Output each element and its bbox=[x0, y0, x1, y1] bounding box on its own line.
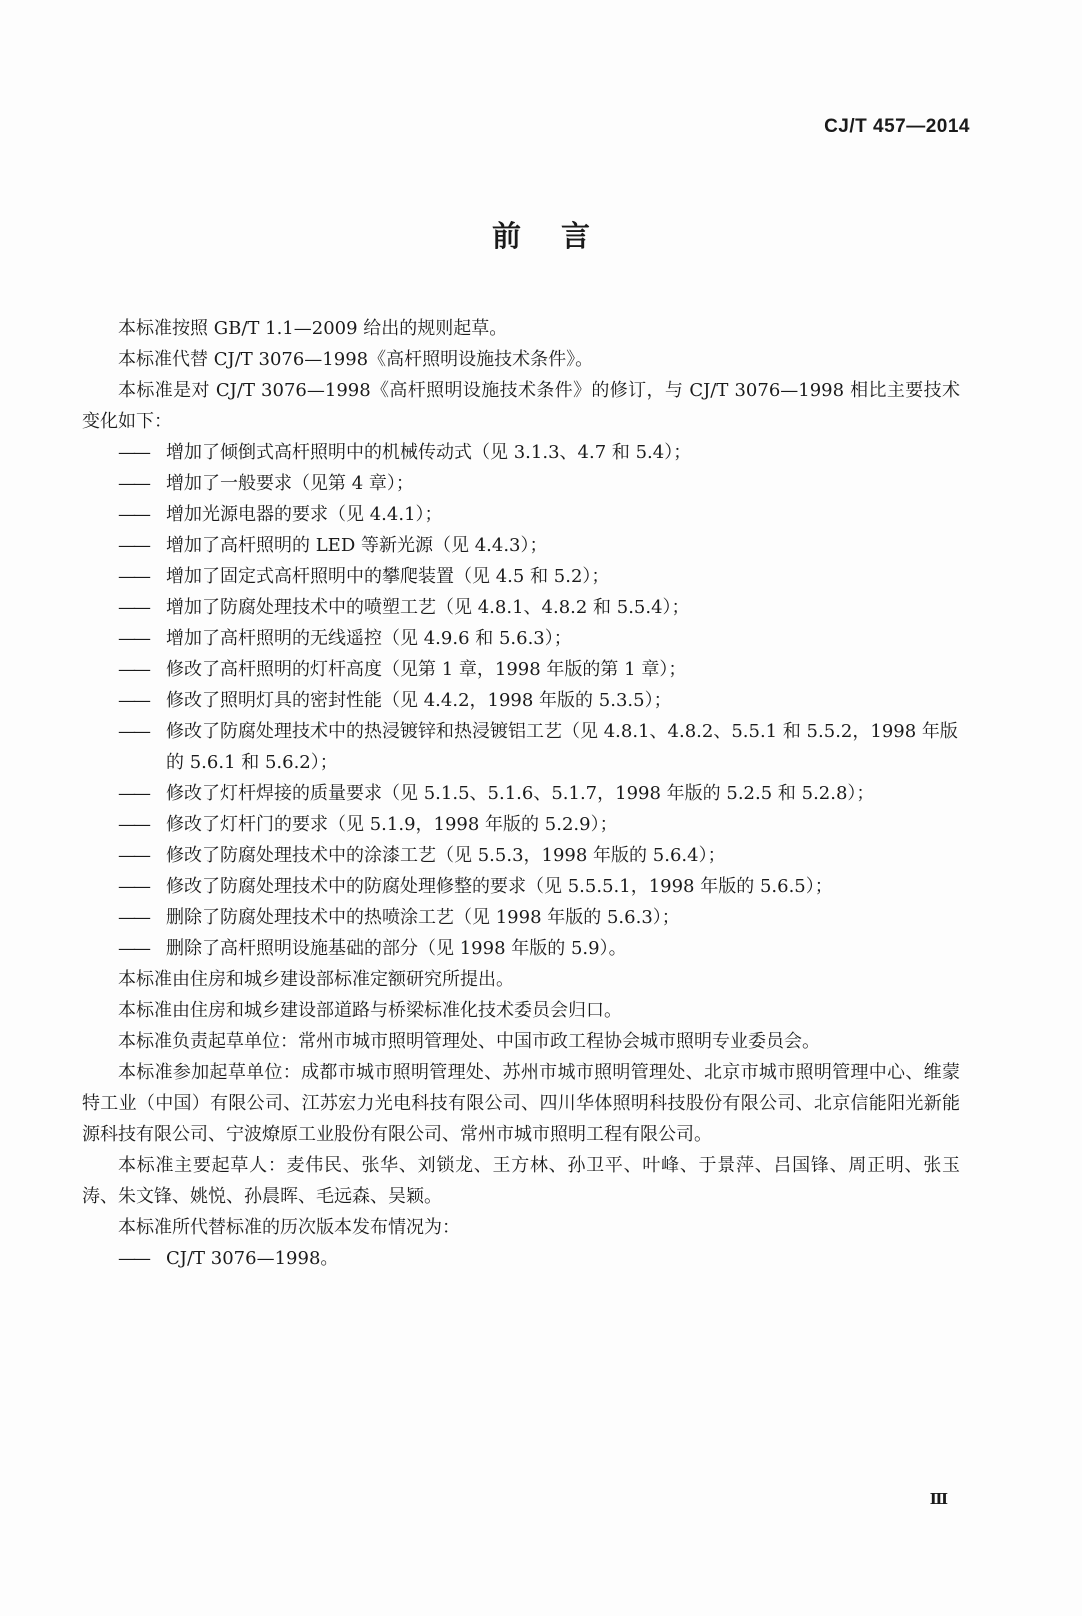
dash-marker: —— bbox=[118, 721, 148, 742]
change-list bbox=[82, 437, 960, 964]
dash-marker: —— bbox=[118, 907, 148, 928]
document-body bbox=[82, 313, 960, 1274]
list-item bbox=[82, 561, 960, 592]
list-item bbox=[82, 499, 960, 530]
standard-number: CJ/T 457—2014 bbox=[824, 116, 970, 137]
dash-marker: —— bbox=[118, 442, 148, 463]
list-item-continuation: 的 5.6.1 和 5.6.2）； bbox=[166, 752, 338, 773]
list-item bbox=[82, 654, 960, 685]
list-item-text: 增加了倾倒式高杆照明中的机械传动式（见 3.1.3、4.7 和 5.4）； bbox=[166, 442, 692, 463]
dash-marker: —— bbox=[118, 597, 148, 618]
list-item bbox=[82, 468, 960, 499]
list-item-text: 修改了灯杆焊接的质量要求（见 5.1.5、5.1.6、5.1.7，1998 年版的 5.2.5 和 5.2.8）； bbox=[166, 783, 875, 804]
list-item-text: 修改了照明灯具的密封性能（见 4.4.2，1998 年版的 5.3.5）； bbox=[166, 690, 672, 711]
dash-marker: —— bbox=[118, 504, 148, 525]
list-item bbox=[82, 840, 960, 871]
paragraph: 本标准代替 CJ/T 3076—1998《高杆照明设施技术条件》。 bbox=[118, 349, 594, 370]
page-number: Ⅲ bbox=[929, 1490, 948, 1508]
list-item bbox=[82, 809, 960, 840]
list-item bbox=[82, 623, 960, 654]
page-title: 前言 bbox=[491, 219, 630, 253]
list-item bbox=[82, 778, 960, 809]
paragraph: 本标准负责起草单位：常州市城市照明管理处、中国市政工程协会城市照明专业委员会。 bbox=[118, 1031, 820, 1052]
list-item-text: 删除了防腐处理技术中的热喷涂工艺（见 1998 年版的 5.6.3）； bbox=[166, 907, 680, 928]
list-item-text: 修改了防腐处理技术中的热浸镀锌和热浸镀铝工艺（见 4.8.1、4.8.2、5.5.1 和 5.5.2，1998 年版 bbox=[166, 721, 958, 742]
paragraph: 本标准主要起草人：麦伟民、张华、刘锁龙、王方林、孙卫平、叶峰、于景萍、吕国锋、周正明、张玉涛、朱文锋、姚悦、孙晨晖、毛远森、吴颖。 bbox=[82, 1155, 960, 1207]
list-item bbox=[82, 716, 960, 778]
list-item bbox=[82, 437, 960, 468]
list-item bbox=[82, 871, 960, 902]
paragraph: 本标准是对 CJ/T 3076—1998《高杆照明设施技术条件》的修订，与 CJ/T 3076—1998 相比主要技术变化如下： bbox=[82, 380, 960, 432]
list-item bbox=[82, 530, 960, 561]
list-item bbox=[82, 902, 960, 933]
dash-marker: —— bbox=[118, 814, 148, 835]
paragraph: 本标准按照 GB/T 1.1—2009 给出的规则起草。 bbox=[118, 318, 508, 339]
dash-marker: —— bbox=[118, 566, 148, 587]
list-item-text: 修改了防腐处理技术中的涂漆工艺（见 5.5.3，1998 年版的 5.6.4）； bbox=[166, 845, 726, 866]
list-item-text: 修改了高杆照明的灯杆高度（见第 1 章，1998 年版的第 1 章）； bbox=[166, 659, 687, 680]
history-list bbox=[82, 1243, 960, 1274]
list-item-text: 修改了防腐处理技术中的防腐处理修整的要求（见 5.5.5.1，1998 年版的 5.6.5）； bbox=[166, 876, 833, 897]
list-item-text: 删除了高杆照明设施基础的部分（见 1998 年版的 5.9）。 bbox=[166, 938, 627, 959]
list-item bbox=[82, 685, 960, 716]
paragraph: 本标准由住房和城乡建设部标准定额研究所提出。 bbox=[118, 969, 514, 990]
dash-marker: —— bbox=[118, 783, 148, 804]
paragraph: 本标准所代替标准的历次版本发布情况为： bbox=[118, 1217, 460, 1238]
list-item-text: 增加了防腐处理技术中的喷塑工艺（见 4.8.1、4.8.2 和 5.5.4）； bbox=[166, 597, 690, 618]
list-item-text: 增加了高杆照明的无线遥控（见 4.9.6 和 5.6.3）； bbox=[166, 628, 572, 649]
list-item bbox=[82, 1243, 960, 1274]
dash-marker: —— bbox=[118, 1248, 148, 1269]
dash-marker: —— bbox=[118, 628, 148, 649]
list-item-text: 增加了高杆照明的 LED 等新光源（见 4.4.3）； bbox=[166, 535, 548, 556]
dash-marker: —— bbox=[118, 938, 148, 959]
list-item-text: 增加了固定式高杆照明中的攀爬装置（见 4.5 和 5.2）； bbox=[166, 566, 610, 587]
dash-marker: —— bbox=[118, 690, 148, 711]
paragraph: 本标准参加起草单位：成都市城市照明管理处、苏州市城市照明管理处、北京市城市照明管理中心、维蒙特工业（中国）有限公司、江苏宏力光电科技有限公司、四川华体照明科技股份有限公司、北京信能阳光新能源科技有限公司、宁波燎原工业股份有限公司、常州市城市照明工程有限公司。 bbox=[82, 1062, 960, 1145]
list-item-text: 修改了灯杆门的要求（见 5.1.9，1998 年版的 5.2.9）； bbox=[166, 814, 618, 835]
list-item-text: 增加光源电器的要求（见 4.4.1）； bbox=[166, 504, 443, 525]
paragraph: 本标准由住房和城乡建设部道路与桥梁标准化技术委员会归口。 bbox=[118, 1000, 622, 1021]
dash-marker: —— bbox=[118, 845, 148, 866]
list-item-text: 增加了一般要求（见第 4 章）； bbox=[166, 473, 414, 494]
dash-marker: —— bbox=[118, 659, 148, 680]
dash-marker: —— bbox=[118, 876, 148, 897]
list-item bbox=[82, 933, 960, 964]
list-item-text: CJ/T 3076—1998。 bbox=[166, 1248, 339, 1269]
list-item bbox=[82, 592, 960, 623]
dash-marker: —— bbox=[118, 535, 148, 556]
dash-marker: —— bbox=[118, 473, 148, 494]
